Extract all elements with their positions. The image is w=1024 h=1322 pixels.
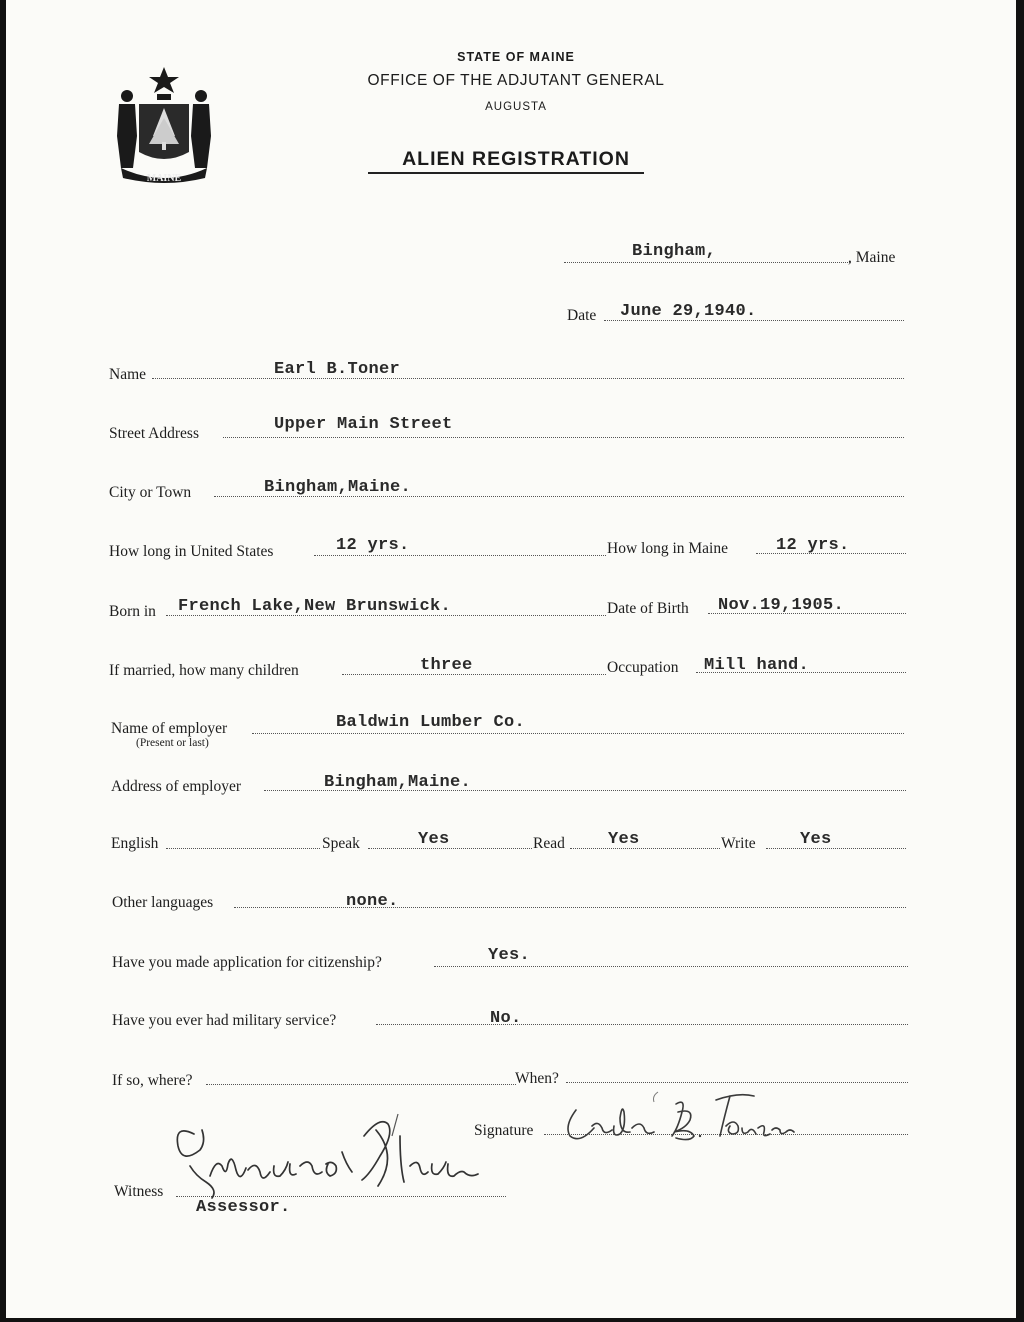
signature-label: Signature	[474, 1122, 534, 1139]
children-label: If married, how many children	[109, 662, 299, 679]
english-label: English	[111, 835, 159, 852]
speak-value: Yes	[418, 830, 450, 849]
born-in-value: French Lake,New Brunswick.	[178, 597, 452, 616]
where-label: If so, where?	[112, 1072, 193, 1089]
how-long-maine-value: 12 yrs.	[776, 536, 850, 555]
citizenship-label: Have you made application for citizenship?	[112, 954, 382, 971]
military-label: Have you ever had military service?	[112, 1012, 337, 1029]
witness-label: Witness	[114, 1183, 164, 1200]
read-line	[570, 848, 720, 849]
svg-text:MAINE: MAINE	[146, 173, 182, 184]
write-label: Write	[721, 835, 756, 852]
date-of-birth-label: Date of Birth	[607, 600, 689, 617]
write-value: Yes	[800, 830, 832, 849]
registration-form	[6, 0, 1016, 1318]
citizenship-value: Yes.	[488, 946, 531, 965]
date-value: June 29,1940.	[620, 302, 757, 321]
name-value: Earl B.Toner	[274, 360, 401, 379]
maine-label: , Maine	[848, 249, 896, 266]
children-value: three	[420, 656, 473, 675]
how-long-maine-label: How long in Maine	[607, 540, 728, 557]
how-long-us-value: 12 yrs.	[336, 536, 410, 555]
children-line	[342, 674, 606, 675]
how-long-us-label: How long in United States	[109, 543, 274, 560]
employer-value: Baldwin Lumber Co.	[336, 713, 526, 732]
witness-title: Assessor.	[196, 1198, 291, 1217]
header-state: STATE OF MAINE	[457, 50, 575, 64]
where-line	[206, 1084, 516, 1085]
form-title: ALIEN REGISTRATION	[402, 148, 630, 170]
military-value: No.	[490, 1009, 522, 1028]
applicant-signature	[554, 1082, 814, 1150]
place-value: Bingham,	[632, 242, 717, 261]
name-label: Name	[109, 366, 147, 383]
city-label: City or Town	[109, 484, 192, 501]
occupation-label: Occupation	[607, 659, 679, 676]
employer-line	[252, 733, 904, 734]
citizenship-line	[434, 966, 908, 967]
write-line	[766, 848, 906, 849]
occupation-value: Mill hand.	[704, 656, 810, 675]
speak-label: Speak	[322, 835, 360, 852]
english-line	[166, 848, 320, 849]
date-label: Date	[567, 307, 597, 324]
when-label: When?	[515, 1070, 559, 1087]
employer-note: (Present or last)	[136, 737, 209, 749]
title-underline	[368, 172, 644, 174]
read-label: Read	[533, 835, 565, 852]
employer-address-label: Address of employer	[111, 778, 241, 795]
military-line	[376, 1024, 908, 1025]
witness-signature	[166, 1106, 516, 1202]
read-value: Yes	[608, 830, 640, 849]
street-line	[223, 437, 904, 438]
born-in-label: Born in	[109, 603, 156, 620]
city-value: Bingham,Maine.	[264, 478, 412, 497]
how-long-us-line	[314, 555, 606, 556]
other-languages-line	[234, 907, 906, 908]
header-office: OFFICE OF THE ADJUTANT GENERAL	[367, 72, 665, 89]
speak-line	[368, 848, 532, 849]
name-line	[152, 378, 904, 379]
date-of-birth-value: Nov.19,1905.	[718, 596, 845, 615]
place-line	[564, 262, 850, 263]
street-label: Street Address	[109, 425, 199, 442]
header-city: AUGUSTA	[485, 101, 547, 113]
other-languages-value: none.	[346, 892, 399, 911]
other-languages-label: Other languages	[112, 894, 214, 911]
street-value: Upper Main Street	[274, 415, 453, 434]
employer-address-value: Bingham,Maine.	[324, 773, 472, 792]
employer-label: Name of employer	[111, 720, 228, 737]
